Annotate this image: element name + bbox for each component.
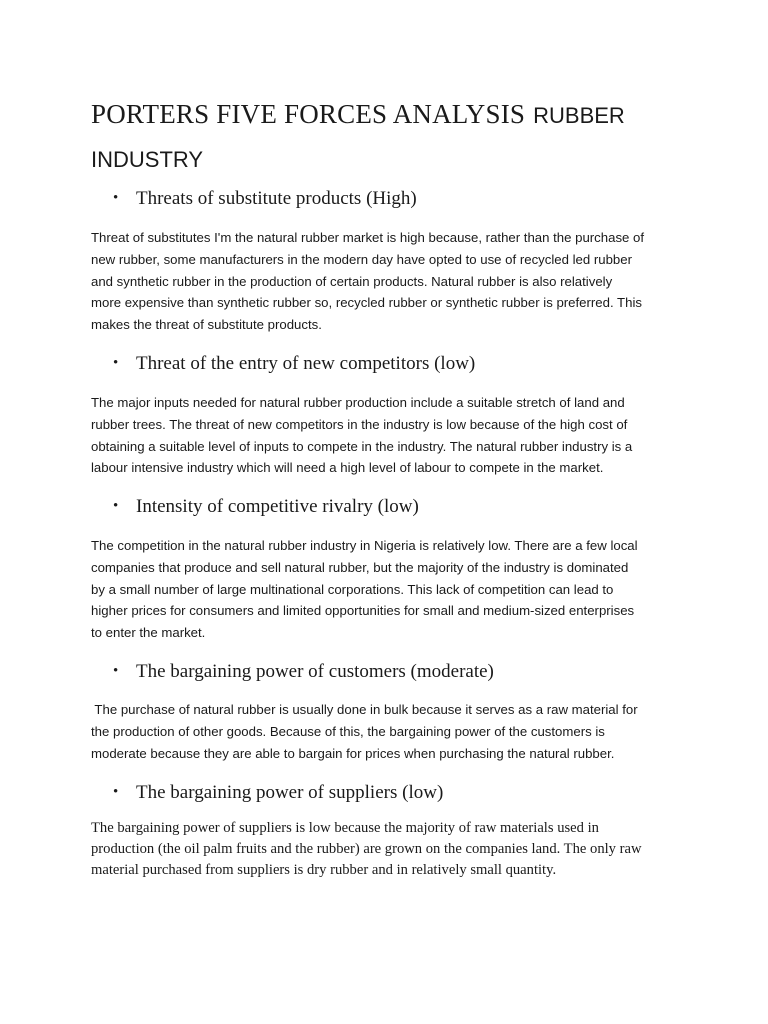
section-heading-text: The bargaining power of customers (moderate) xyxy=(136,661,494,682)
paragraph-line: the production of other goods. Because of this, the bargaining power of the customers is xyxy=(91,723,605,739)
paragraph-line: higher prices for consumers and limited opportunities for small and medium-sized enterprises xyxy=(91,603,635,619)
paragraph-line: obtaining a suitable level of inputs to compete in the industry. The natural rubber industry is a xyxy=(91,438,633,454)
paragraph-line: companies that produce and sell natural rubber, but the majority of the industry is dominated xyxy=(91,559,629,575)
section-heading-text: The bargaining power of suppliers (low) xyxy=(136,782,444,803)
document-title-part-sans: RUBBER INDUSTRY xyxy=(91,103,625,172)
paragraph-line: more expensive than synthetic rubber so, recycled rubber or synthetic rubber is preferred. This xyxy=(91,295,642,311)
bullet-icon: • xyxy=(113,784,119,800)
paragraph-line: to enter the market. xyxy=(91,625,206,641)
bullet-icon: • xyxy=(113,663,119,679)
paragraph-line: new rubber, some manufacturers in the modern day have opted to use of recycled led rubber xyxy=(91,251,632,267)
paragraph-line: The purchase of natural rubber is usually done in bulk because it serves as a raw material for xyxy=(91,702,638,717)
section-heading-new-competitors xyxy=(113,351,475,376)
paragraph-line: production (the oil palm fruits and the rubber) are grown on the companies land. The only raw xyxy=(91,841,642,857)
paragraph-line: and synthetic rubber in the production of certain products. Natural rubber is also relatively xyxy=(91,273,613,289)
section-paragraph-suppliers xyxy=(91,818,691,881)
bullet-icon: • xyxy=(113,498,119,514)
paragraph-line: by a small number of large multinational corporations. This lack of competition can lead to xyxy=(91,581,614,597)
paragraph-line: labour intensive industry which will need a high level of labour to compete in the market. xyxy=(91,460,604,476)
section-heading-text: Intensity of competitive rivalry (low) xyxy=(136,496,419,517)
section-paragraph-customers xyxy=(91,699,691,764)
document-title xyxy=(91,92,711,180)
section-paragraph-rivalry xyxy=(91,535,691,644)
section-heading-text: Threat of the entry of new competitors (low) xyxy=(136,353,476,374)
section-heading-rivalry xyxy=(113,494,419,519)
paragraph-line: material purchased from suppliers is dry rubber and in relatively small quantity. xyxy=(91,862,557,878)
paragraph-line: The major inputs needed for natural rubber production include a suitable stretch of land and xyxy=(91,395,625,410)
paragraph-line: rubber trees. The threat of new competitors in the industry is low because of the high cost of xyxy=(91,416,628,432)
paragraph-line: The competition in the natural rubber industry in Nigeria is relatively low. There are a few local xyxy=(91,538,638,553)
paragraph-line: Threat of substitutes I'm the natural rubber market is high because, rather than the purchase of xyxy=(91,230,645,245)
section-paragraph-substitutes xyxy=(91,227,691,336)
paragraph-line: The bargaining power of suppliers is low because the majority of raw materials used in xyxy=(91,820,599,836)
section-heading-substitutes xyxy=(113,186,417,211)
section-heading-suppliers xyxy=(113,780,443,805)
bullet-icon: • xyxy=(113,190,119,206)
section-heading-customers xyxy=(113,659,494,684)
paragraph-line: makes the threat of substitute products. xyxy=(91,317,322,333)
section-heading-text: Threats of substitute products (High) xyxy=(136,188,417,209)
bullet-icon: • xyxy=(113,355,119,371)
section-paragraph-new-competitors xyxy=(91,392,691,479)
document-title-part-serif: PORTERS FIVE FORCES ANALYSIS xyxy=(91,99,526,129)
paragraph-line: moderate because they are able to bargain for prices when purchasing the natural rubber. xyxy=(91,745,615,761)
